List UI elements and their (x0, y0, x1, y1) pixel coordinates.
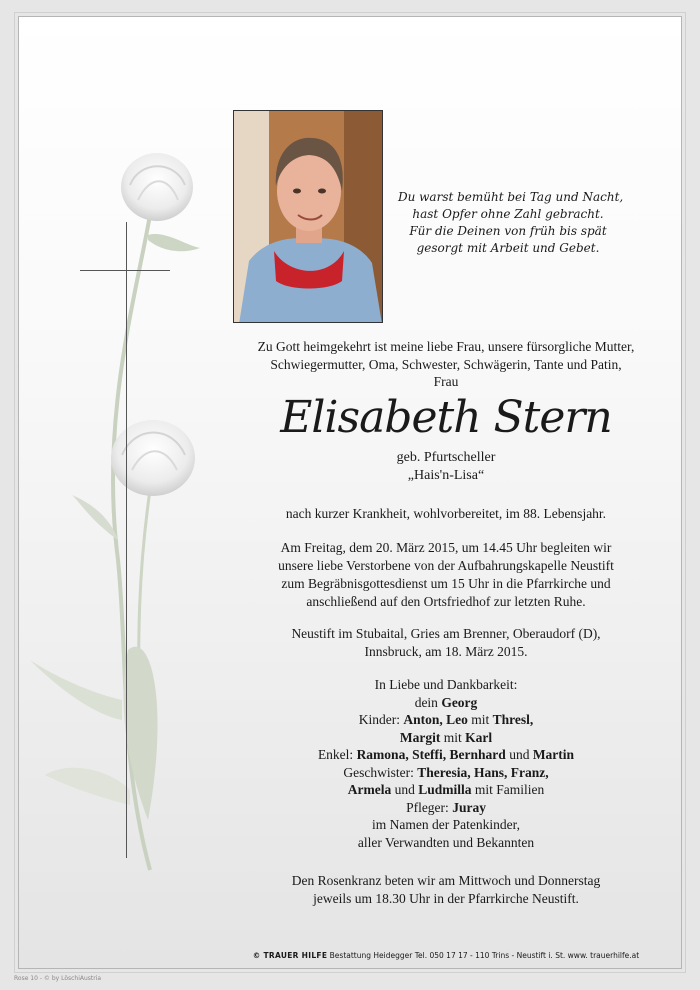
funeral-line: zum Begräbnisgottesdienst um 15 Uhr in die Pfarrkirche und (281, 576, 611, 591)
grandchildren-and: und (509, 747, 530, 762)
poem-line: hast Opfer ohne Zahl gebracht. (412, 207, 604, 221)
poem-line: gesorgt mit Arbeit und Gebet. (416, 241, 600, 255)
deceased-name: Elisabeth Stern (280, 392, 612, 443)
family-heading: In Liebe und Dankbarkeit: (374, 677, 518, 692)
children-with: mit (443, 729, 462, 745)
funeral-text (226, 539, 666, 611)
cross-vertical (126, 222, 127, 858)
godchildren-line: im Namen der Patenkinder, (372, 817, 520, 832)
leaf-3 (30, 660, 122, 720)
footer-contact: Bestattung Heidegger Tel. 050 17 17 - 110 Trins - Neustift i. St. www. trauerhilfe.at (329, 951, 640, 960)
nickname: „Hais'n-Lisa“ (407, 468, 485, 483)
family-husband (226, 694, 666, 712)
place-line: Innsbruck, am 18. März 2015. (364, 644, 528, 659)
leaf-5 (148, 234, 200, 251)
cross-horizontal (80, 270, 170, 271)
foster-name: Juray (452, 799, 486, 815)
funeral-line: anschließend auf den Ortsfriedhof zur letzten Ruhe. (306, 594, 586, 609)
family-children-2 (226, 729, 666, 747)
intro-line: Frau (433, 374, 459, 389)
poem-line: Du warst bemüht bei Tag und Nacht, (398, 190, 624, 204)
maiden-name: geb. Pfurtscheller (396, 450, 496, 465)
grandchildren-names: Ramona, Steffi, Bernhard (356, 747, 506, 762)
image-credit: Rose 10 - © by LöschiAustria (14, 975, 102, 982)
funeral-line: unsere liebe Verstorbene von der Aufbahrungskapelle Neustift (278, 558, 614, 573)
footer (226, 951, 666, 960)
leaf-4 (45, 768, 130, 805)
family-siblings-2 (226, 781, 666, 799)
siblings-names: Ludmilla (418, 782, 472, 797)
husband-prefix: dein (414, 694, 438, 710)
trauerhilfe-logo: © TRAUER HILFE (252, 951, 328, 960)
children-names: Thresl, (492, 712, 534, 727)
rose-bottom (111, 420, 195, 496)
children-names: Anton, Leo (403, 712, 468, 727)
children-label: Kinder: (358, 712, 400, 727)
rosary-line: jeweils um 18.30 Uhr in der Pfarrkirche Neustift. (313, 891, 579, 906)
family-siblings (226, 764, 666, 782)
grandchildren-label: Enkel: (317, 747, 354, 762)
family-list (226, 676, 666, 851)
family-grandchildren (226, 746, 666, 764)
siblings-and: und (394, 782, 415, 797)
family-foster (226, 799, 666, 817)
foster-label: Pfleger: (406, 799, 449, 815)
place-line: Neustift im Stubaital, Gries am Brenner, Oberaudorf (D), (291, 626, 601, 641)
illness-text: nach kurzer Krankheit, wohlvorbereitet, im 88. Lebensjahr. (285, 506, 607, 521)
children-names: Margit (399, 729, 441, 745)
siblings-names: Theresia, Hans, Franz, (417, 764, 549, 780)
intro-text (226, 338, 666, 391)
family-children (226, 711, 666, 729)
memorial-poem (398, 189, 624, 257)
siblings-suffix: mit Familien (474, 782, 545, 797)
husband-name: Georg (441, 694, 478, 710)
rosary-line: Den Rosenkranz beten wir am Mittwoch und Donnerstag (291, 873, 601, 888)
relatives-line: aller Verwandten und Bekannten (357, 834, 535, 850)
intro-line: Zu Gott heimgekehrt ist meine liebe Frau, unsere fürsorgliche Mutter, (257, 339, 635, 354)
grandchildren-names: Martin (532, 747, 575, 762)
children-names: Karl (465, 729, 493, 745)
siblings-names: Armela (347, 782, 392, 797)
poem-line: Für die Deinen von früh bis spät (409, 224, 607, 238)
rose-top (121, 153, 193, 221)
children-with: mit (471, 712, 490, 727)
siblings-label: Geschwister: (343, 764, 414, 780)
intro-line: Schwiegermutter, Oma, Schwester, Schwägerin, Tante und Patin, (270, 356, 622, 372)
place-date (226, 625, 666, 661)
funeral-line: Am Freitag, dem 20. März 2015, um 14.45 Uhr begleiten wir (280, 540, 612, 555)
maiden-block (226, 449, 666, 485)
portrait-photo (233, 110, 383, 323)
rosary-text (226, 872, 666, 908)
